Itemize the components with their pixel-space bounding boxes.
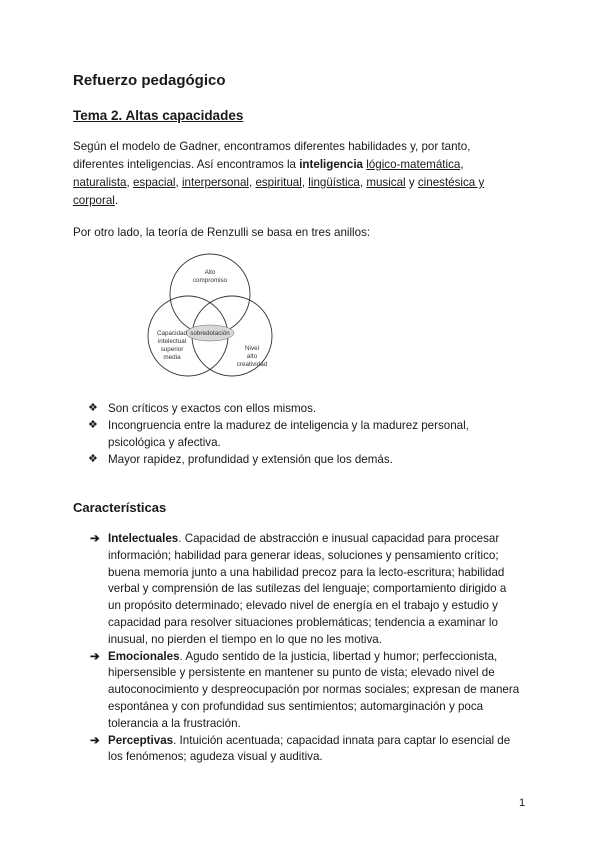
ring-commitment (170, 254, 250, 334)
arrow-icon: ➔ (90, 733, 100, 747)
venn-label-left-2: intelectual (157, 338, 187, 345)
venn-label-top-1: Alto (204, 269, 216, 276)
intro-paragraph: Según el modelo de Gadner, encontramos diferentes habilidades y, por tanto, diferentes inteligencias. Así encontramos la inteligencia lógico-matemática, naturalista, espacial, interpersonal, espiritual, lingüística, musical y cinestésica y corporal. (73, 140, 485, 207)
characteristics-list (90, 531, 522, 766)
diamond-bullet-icon: ❖ (88, 419, 98, 431)
document-title: Refuerzo pedagógico (73, 72, 226, 89)
venn-label-top-2: compromiso (192, 277, 228, 284)
section-heading: Características (73, 500, 167, 515)
intelligence-espiritual: espiritual (255, 176, 302, 189)
list-item: ➔ Perceptivas. Intuición acentuada; capacidad innata para captar lo esencial de los fenómenos; agudeza visual y auditiva. (90, 733, 522, 767)
characteristic-label: Emocionales (108, 649, 180, 663)
intelligence-linguistica: lingüística (308, 176, 360, 189)
venn-label-left-4: media (163, 354, 181, 361)
characteristic-label: Perceptivas (108, 733, 174, 747)
topic-heading: Tema 2. Altas capacidades (73, 108, 244, 123)
traits-list (88, 400, 508, 468)
intelligence-naturalista: naturalista (73, 176, 127, 189)
page-number: 1 (519, 797, 526, 809)
venn-label-right-3: creatividad (236, 361, 268, 368)
intelligence-cinestesica: cinestésica y (417, 176, 485, 189)
venn-label-left-1: Capacidad (156, 330, 188, 337)
venn-label-right-1: Nivel (245, 345, 259, 352)
intro-line-2: diferentes inteligencias. Así encontramos la (73, 158, 300, 171)
renzulli-venn-diagram (140, 246, 280, 386)
diamond-bullet-icon: ❖ (88, 453, 98, 465)
list-item: ❖ Mayor rapidez, profundidad y extensión que los demás. (88, 453, 393, 466)
renzulli-paragraph: Por otro lado, la teoría de Renzulli se basa en tres anillos: (73, 226, 371, 239)
venn-label-right-2: alto (246, 353, 258, 360)
arrow-icon: ➔ (90, 532, 100, 545)
intro-bold-word: inteligencia (299, 158, 363, 171)
list-item: ❖ Son críticos y exactos con ellos mismos. (88, 402, 317, 415)
characteristic-label: Intelectuales (108, 532, 179, 545)
intelligence-logico: lógico-matemática (366, 158, 461, 171)
venn-label-center: sobredotación (190, 330, 230, 337)
list-item: ❖ Incongruencia entre la madurez de inteligencia y la madurez personal, psicológica y afectiva. (88, 419, 469, 449)
intelligence-interpersonal: interpersonal (181, 176, 249, 189)
arrow-icon: ➔ (90, 649, 100, 663)
diamond-bullet-icon: ❖ (88, 402, 98, 414)
list-item: ➔ Emocionales. Agudo sentido de la justicia, libertad y humor; perfeccionista, hipersensible y persistente en mantener su punto de vista; elevado nivel de autoconocimiento y despreocupación por normas sociales; expresan de manera espontánea y con profundidad sus sentimientos; automarginación y poca tolerancia a la frustración. (90, 649, 522, 733)
intelligence-corporal: corporal (73, 194, 115, 207)
intelligence-musical: musical (366, 176, 406, 189)
intro-line-1: Según el modelo de Gadner, encontramos diferentes habilidades y, por tanto, (73, 140, 471, 153)
venn-label-left-3: superior (160, 346, 184, 353)
intelligence-espacial: espacial (132, 176, 176, 189)
list-item: ➔ Intelectuales. Capacidad de abstracción e inusual capacidad para procesar información; habilidad para generar ideas, soluciones y pensamiento crítico; buena memoria junto a una habilidad precoz para la lecto-escritura; habilidad verbal y comprensión de las sutilezas del lenguaje; comportamiento dirigido a un propósito determinado; elevado nivel de energía en el trabajo y estudio y capacidad para resolver situaciones problemáticas; tendencia a examinar lo inusual, no pierden el tiempo en lo que no les motiva. (90, 531, 522, 649)
